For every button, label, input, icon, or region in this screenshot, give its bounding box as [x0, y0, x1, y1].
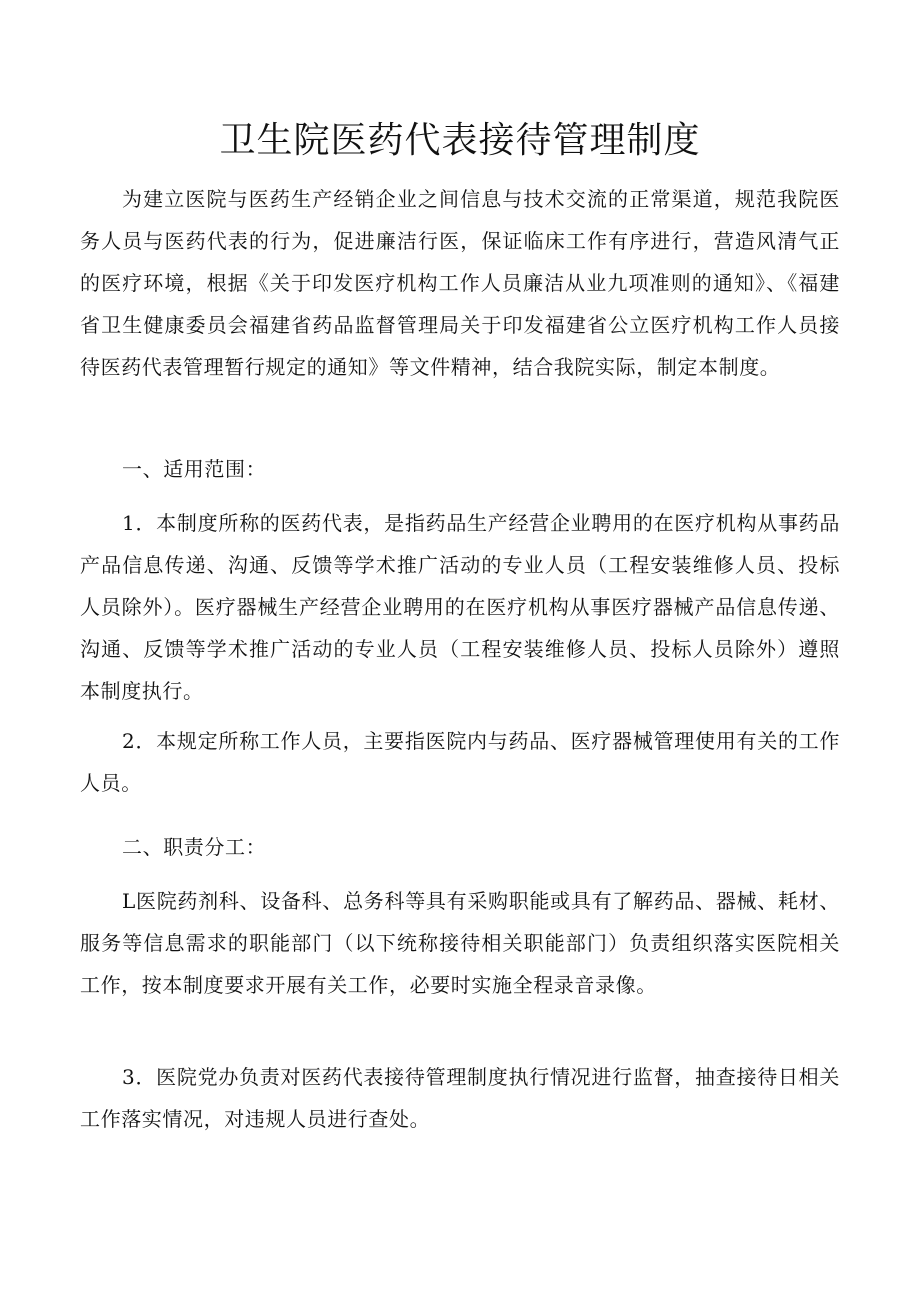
- section-heading-duties: 二、职责分工：: [122, 835, 267, 859]
- duties-item-3: 3．医院党办负责对医药代表接待管理制度执行情况进行监督，抽查接待日相关工作落实情况，对违规人员进行查处。: [80, 1065, 840, 1131]
- document-title: 卫生院医药代表接待管理制度: [219, 120, 701, 161]
- section-heading-scope: 一、适用范围：: [122, 457, 267, 481]
- scope-item-1: 1．本制度所称的医药代表，是指药品生产经营企业聘用的在医疗机构从事药品产品信息传递、沟通、反馈等学术推广活动的专业人员（工程安装维修人员、投标人员除外）。医疗器械生产经营企业聘用的在医疗机构从事医疗器械产品信息传递、沟通、反馈等学术推广活动的专业人员（工程安装维修人员、投标人员除外）遵照本制度执行。: [80, 511, 840, 703]
- scope-item-2: 2．本规定所称工作人员，主要指医院内与药品、医疗器械管理使用有关的工作人员。: [80, 729, 840, 795]
- duties-item-1: L医院药剂科、设备科、总务科等具有采购职能或具有了解药品、器械、耗材、服务等信息需求的职能部门（以下统称接待相关职能部门）负责组织落实医院相关工作，按本制度要求开展有关工作，必要时实施全程录音录像。: [80, 889, 840, 997]
- intro-paragraph: 为建立医院与医药生产经销企业之间信息与技术交流的正常渠道，规范我院医务人员与医药代表的行为，促进廉洁行医，保证临床工作有序进行，营造风清气正的医疗环境，根据《关于印发医疗机构工作人员廉洁从业九项准则的通知》、《福建省卫生健康委员会福建省药品监督管理局关于印发福建省公立医疗机构工作人员接待医药代表管理暂行规定的通知》等文件精神，结合我院实际，制定本制度。: [80, 187, 840, 379]
